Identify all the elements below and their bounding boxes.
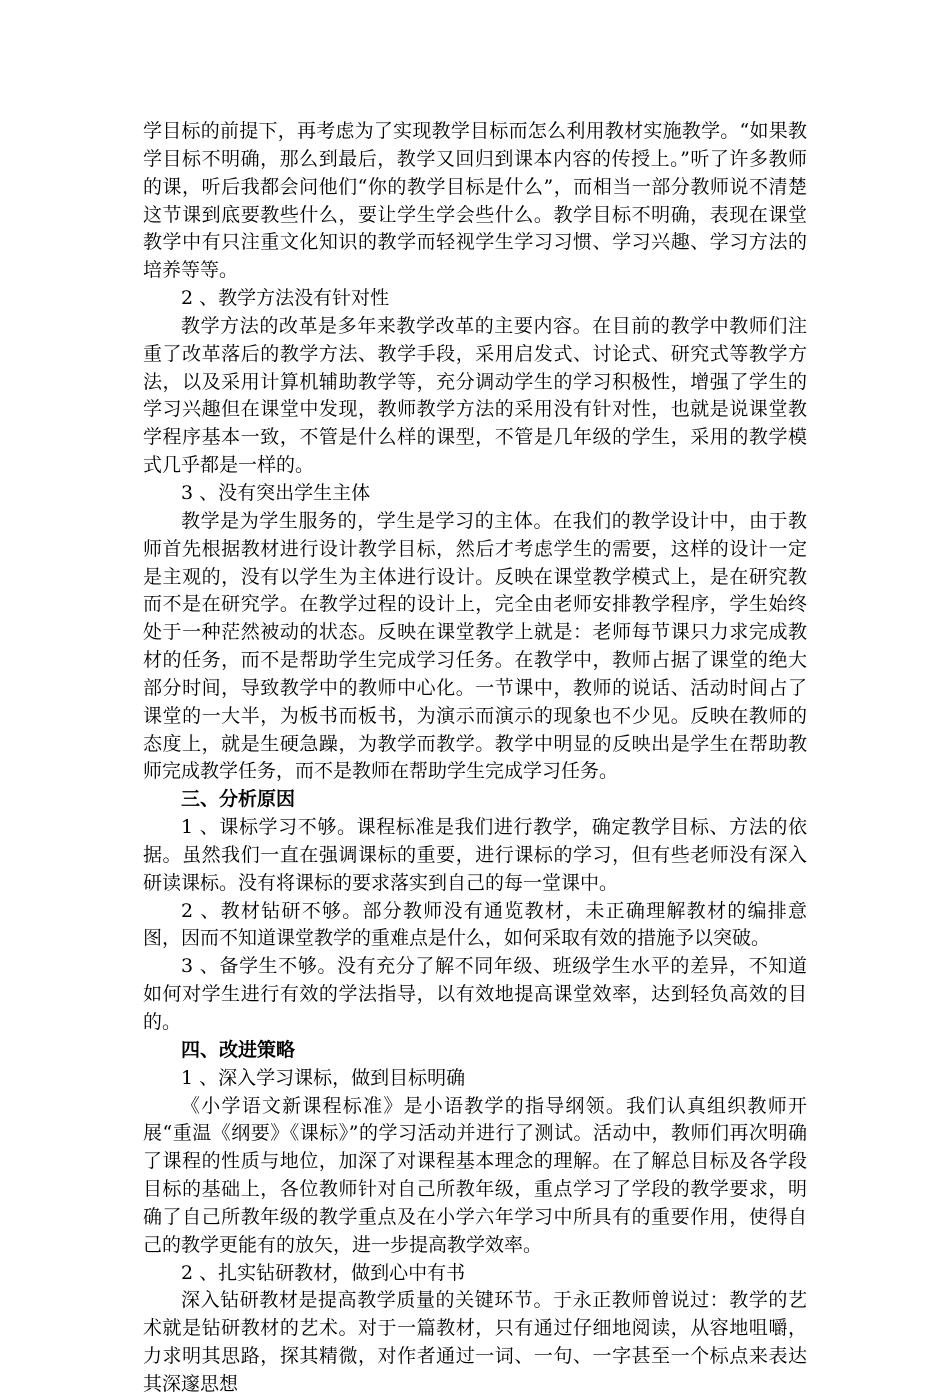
subheading-teaching-method: 2 、教学方法没有针对性 (181, 287, 390, 310)
paragraph-reason-2: 2 、教材钻研不够。部分教师没有通览教材，未正确理解教材的编排意图，因而不知道课堂教学的重难点是什么，如何采取有效的措施予以突破。 (143, 899, 807, 950)
paragraph-student-subject: 教学是为学生服务的，学生是学习的主体。在我们的教学设计中，由于教师首先根据教材进行设计教学目标，然后才考虑学生的需要，这样的设计一定是主观的，没有以学生为主体进行设计。反映在课堂教学模式上，是在研究教而不是在研究学。在教学过程的设计上，完全由老师安排教学程序，学生始终处于一种茫然被动的状态。反映在课堂教学上就是：老师每节课只力求完成教材的任务，而不是帮助学生完成学习任务。在教学中，教师占据了课堂的绝大部分时间，导致教学中的教师中心化。一节课中，教师的说话、活动时间占了课堂的一大半，为板书而板书，为演示而演示的现象也不少见。反映在教师的态度上，就是生硬急躁，为教学而教学。教学中明显的反映出是学生在帮助教师完成教学任务，而不是教师在帮助学生完成学习任务。 (143, 509, 807, 783)
paragraph-continued: 学目标的前提下，再考虑为了实现教学目标而怎么利用教材实施教学。“如果教学目标不明确，那么到最后，教学又回归到课本内容的传授上。”听了许多教师的课，听后我都会问他们“你的教学目标是什么”，而相当一部分教师说不清楚这节课到底要教些什么，要让学生学会些什么。教学目标不明确，表现在课堂教学中有只注重文化知识的教学而轻视学生学习习惯、学习兴趣、学习方法的培养等等。 (143, 120, 807, 282)
subheading-strategy-1: 1 、深入学习课标，做到目标明确 (181, 1066, 466, 1089)
paragraph-reason-1: 1 、课标学习不够。课程标准是我们进行教学，确定教学目标、方法的依据。虽然我们一直在强调课标的重要，进行课标的学习，但有些老师没有深入研读课标。没有将课标的要求落实到自己的每一堂课中。 (143, 816, 807, 894)
section-heading-analysis: 三、分析原因 (181, 788, 296, 811)
document-body (143, 118, 807, 1399)
section-heading-strategy: 四、改进策略 (181, 1038, 296, 1061)
paragraph-teaching-method: 教学方法的改革是多年来教学改革的主要内容。在目前的教学中教师们注重了改革落后的教学方法、教学手段，采用启发式、讨论式、研究式等教学方法，以及采用计算机辅助教学等，充分调动学生的学习积极性，增强了学生的学习兴趣但在课堂中发现，教师教学方法的采用没有针对性，也就是说课堂教学程序基本一致，不管是什么样的课型，不管是几年级的学生，采用的教学模式几乎都是一样的。 (143, 314, 807, 477)
subheading-student-subject: 3 、没有突出学生主体 (181, 481, 371, 504)
paragraph-strategy-2: 深入钻研教材是提高教学质量的关键环节。于永正教师曾说过：教学的艺术就是钻研教材的艺术。对于一篇教材，只有通过仔细地阅读，从容地咀嚼，力求明其思路，探其精微，对作者通过一词、一句、一字甚至一个标点来表达其深邃思想 (143, 1289, 807, 1395)
subheading-strategy-2: 2 、扎实钻研教材，做到心中有书 (181, 1261, 466, 1284)
paragraph-strategy-1: 《小学语文新课程标准》是小语教学的指导纲领。我们认真组织教师开展“重温《纲要》《课标》”的学习活动并进行了测试。活动中，教师们再次明确了课程的性质与地位，加深了对课程基本理念的理解。在了解总目标及各学段目标的基础上，各位教师针对自己所教年级，重点学习了学段的教学要求，明确了自己所教年级的教学重点及在小学六年学习中所具有的重要作用，使得自己的教学更能有的放矢，进一步提高教学效率。 (143, 1094, 807, 1256)
paragraph-reason-3: 3 、备学生不够。没有充分了解不同年级、班级学生水平的差异，不知道如何对学生进行有效的学法指导，以有效地提高课堂效率，达到轻负高效的目的。 (143, 955, 807, 1033)
